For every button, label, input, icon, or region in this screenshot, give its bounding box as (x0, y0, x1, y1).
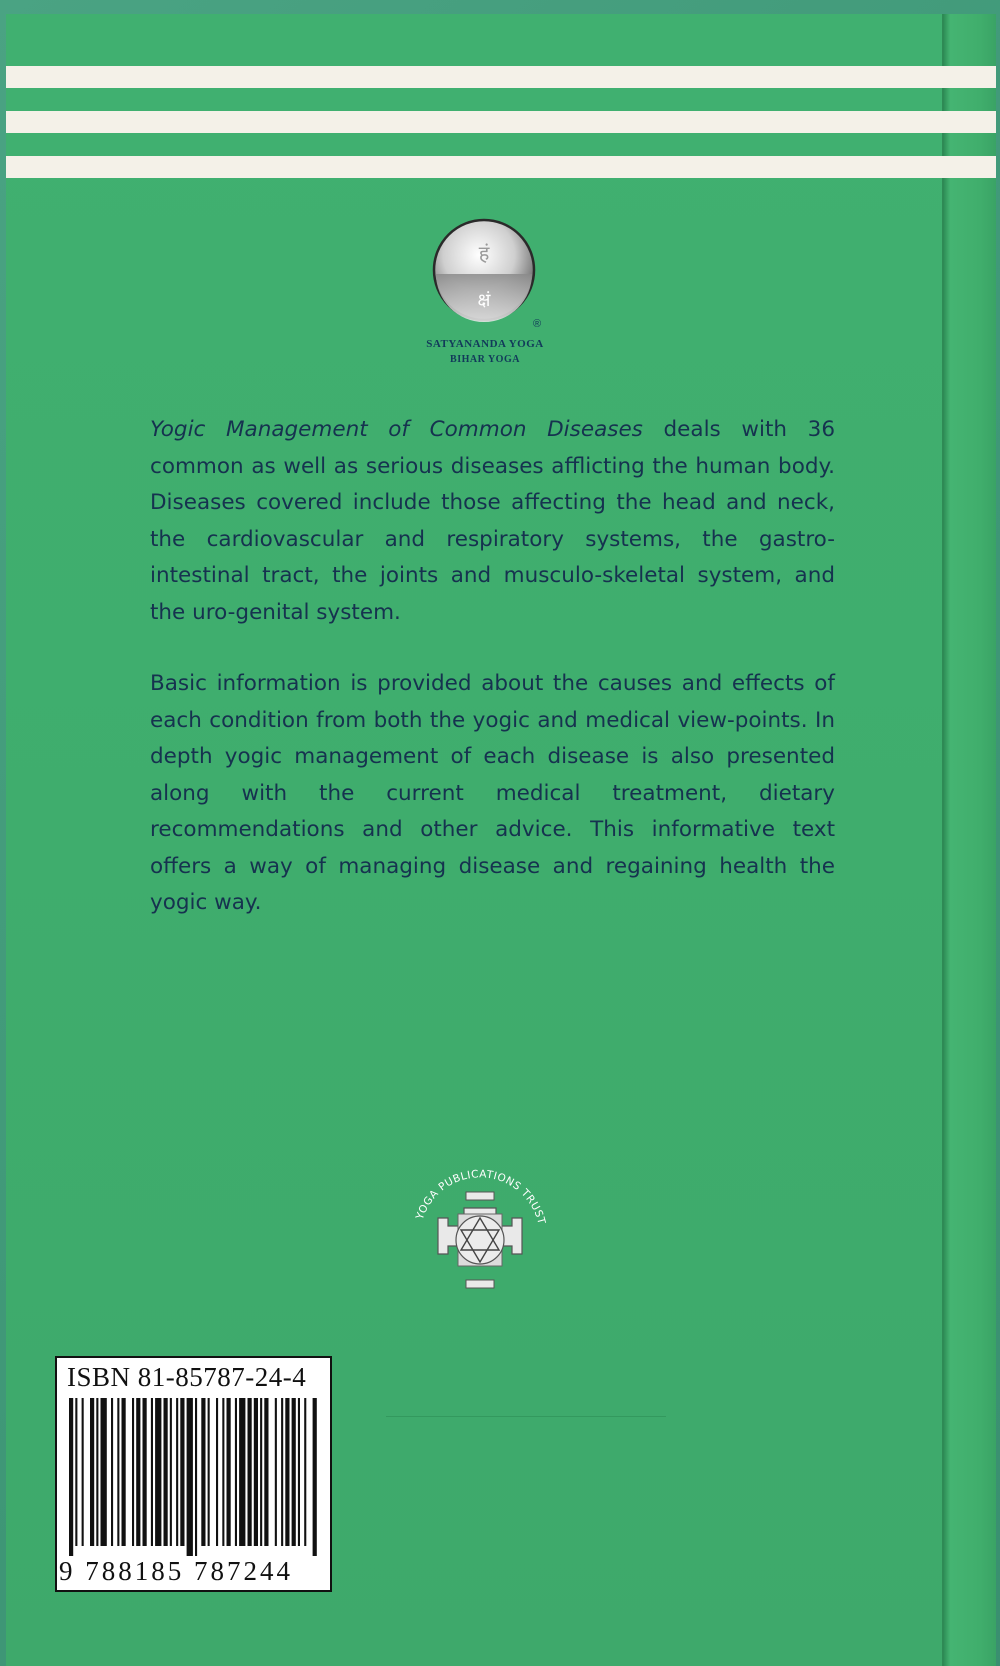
barcode-bar (176, 1398, 178, 1546)
barcode-bar (111, 1398, 113, 1546)
barcode-digits: 9 788185 787244 (59, 1556, 293, 1586)
satyananda-yoga-emblem (430, 216, 538, 324)
barcode-bar (90, 1398, 94, 1546)
barcode-bars (65, 1398, 323, 1556)
registered-mark: ® (533, 318, 542, 330)
isbn-barcode (55, 1356, 332, 1592)
barcode-bar (285, 1398, 289, 1546)
barcode-bar (208, 1398, 210, 1546)
cream-stripe (6, 111, 996, 133)
barcode-bar (292, 1398, 296, 1546)
cream-stripe (6, 156, 996, 178)
cream-stripe (6, 66, 996, 88)
barcode-bar (96, 1398, 98, 1546)
barcode-bar (151, 1398, 153, 1546)
paragraph-1-text: deals with 36 common as well as serious diseases afflicting the human body. Diseases covered include those affecting the head and neck, the cardiovascular and respiratory systems, the gastro-intestinal tract, the joints and musculo-skeletal system, and the uro-genital system. (150, 417, 836, 625)
barcode-bar (187, 1398, 193, 1556)
barcode-bar (143, 1398, 147, 1546)
barcode-bar (275, 1398, 277, 1546)
barcode-bar (180, 1398, 184, 1546)
barcode-bar (254, 1398, 258, 1546)
barcode-bar (304, 1398, 306, 1546)
barcode-bar (298, 1398, 300, 1546)
emblem-top-glyph: हं (478, 241, 490, 265)
yoga-publications-trust-logo (400, 1152, 560, 1312)
barcode-bar (117, 1398, 119, 1546)
cover-crease (386, 1416, 666, 1417)
book-title: Yogic Management of Common Diseases (150, 417, 643, 442)
spine-edge (942, 14, 996, 1666)
barcode-bar (260, 1398, 262, 1546)
emblem-label-bihar: BIHAR YOGA (450, 354, 520, 365)
barcode-bar (239, 1398, 245, 1546)
barcode-bar (281, 1398, 283, 1546)
barcode-bar (235, 1398, 237, 1546)
barcode-bar (132, 1398, 134, 1546)
barcode-bar (164, 1398, 168, 1546)
barcode-bar (122, 1398, 126, 1546)
publisher-logo-text: YOGA PUBLICATIONS TRUST (413, 1168, 548, 1226)
description-paragraph-2: Basic information is provided about the causes and effects of each condition from both the yogic and medical view-points. In depth yogic management of each disease is also presented along with the current medical treatment, dietary recommendations and other advice. This informative text offers a way of managing disease and regaining health the yogic way. (150, 671, 835, 915)
barcode-bar (195, 1398, 197, 1556)
barcode-bar (248, 1398, 252, 1546)
barcode-bar (201, 1398, 205, 1546)
barcode-bar (264, 1398, 268, 1546)
barcode-bar (313, 1398, 317, 1556)
barcode-bar (82, 1398, 84, 1546)
barcode-bar (136, 1398, 140, 1546)
barcode-bar (216, 1398, 218, 1546)
barcode-bar (75, 1398, 77, 1546)
barcode-bar (69, 1398, 73, 1556)
description-paragraph-1 (150, 412, 835, 631)
barcode-bar (227, 1398, 231, 1546)
barcode-bar (155, 1398, 161, 1546)
barcode-bar (101, 1398, 107, 1546)
isbn-label: ISBN 81-85787-24-4 (67, 1362, 307, 1392)
emblem-bottom-glyph: क्षं (477, 290, 491, 311)
emblem-label-satyananda: SATYANANDA YOGA (426, 338, 544, 350)
barcode-bar (222, 1398, 224, 1546)
barcode-bar (170, 1398, 172, 1546)
